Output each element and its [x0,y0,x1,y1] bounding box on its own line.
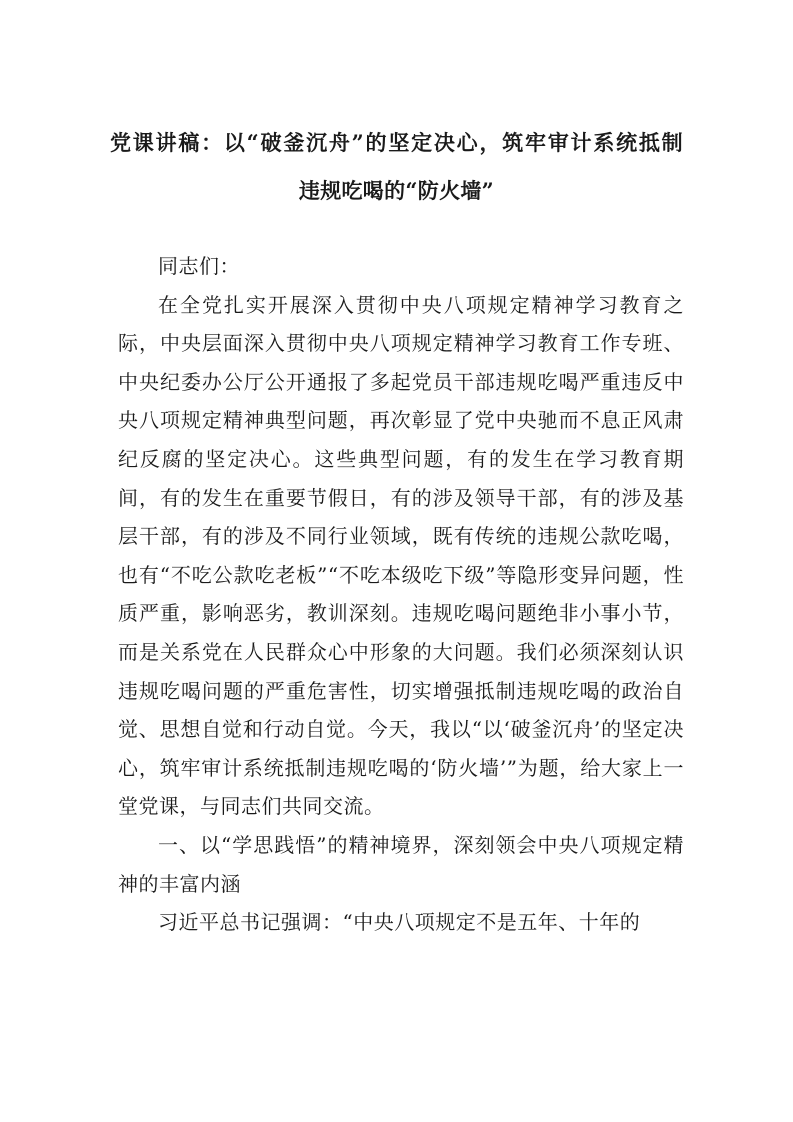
document-title-line-2: 违规吃喝的“防火墙” [298,178,495,203]
paragraph-quote: 习近平总书记强调：“中央八项规定不是五年、十年的 [158,910,641,935]
section-heading-1: 一、以“学思践悟”的精神境界，深刻领会中央八项规定精神的丰富内涵 [118,832,684,896]
paragraph-intro: 在全党扎实开展深入贯彻中央八项规定精神学习教育之际，中央层面深入贯彻中央八项规定精神学习教育工作专班、中央纪委办公厅公开通报了多起党员干部违规吃喝严重违反中央八项规定精神典型问题，再次彰显了党中央驰而不息正风肃纪反腐的坚定决心。这些典型问题，有的发生在学习教育期间，有的发生在重要节假日，有的涉及领导干部，有的涉及基层干部，有的涉及不同行业领域，既有传统的违规公款吃喝，也有“不吃公款吃老板”“不吃本级吃下级”等隐形变异问题，性质严重，影响恶劣，教训深刻。违规吃喝问题绝非小事小节，而是关系党在人民群众心中形象的大问题。我们必须深刻认识违规吃喝问题的严重危害性，切实增强抵制违规吃喝的政治自觉、思想自觉和行动自觉。今天，我以“以‘破釜沉舟’的坚定决心，筑牢审计系统抵制违规吃喝的‘防火墙’”为题，给大家上一堂党课，与同志们共同交流。 [118,292,684,819]
document-body [118,247,684,942]
document-title-line-1: 党课讲稿：以“破釜沉舟”的坚定决心，筑牢审计系统抵制 [110,130,683,155]
salutation: 同志们： [158,254,240,278]
